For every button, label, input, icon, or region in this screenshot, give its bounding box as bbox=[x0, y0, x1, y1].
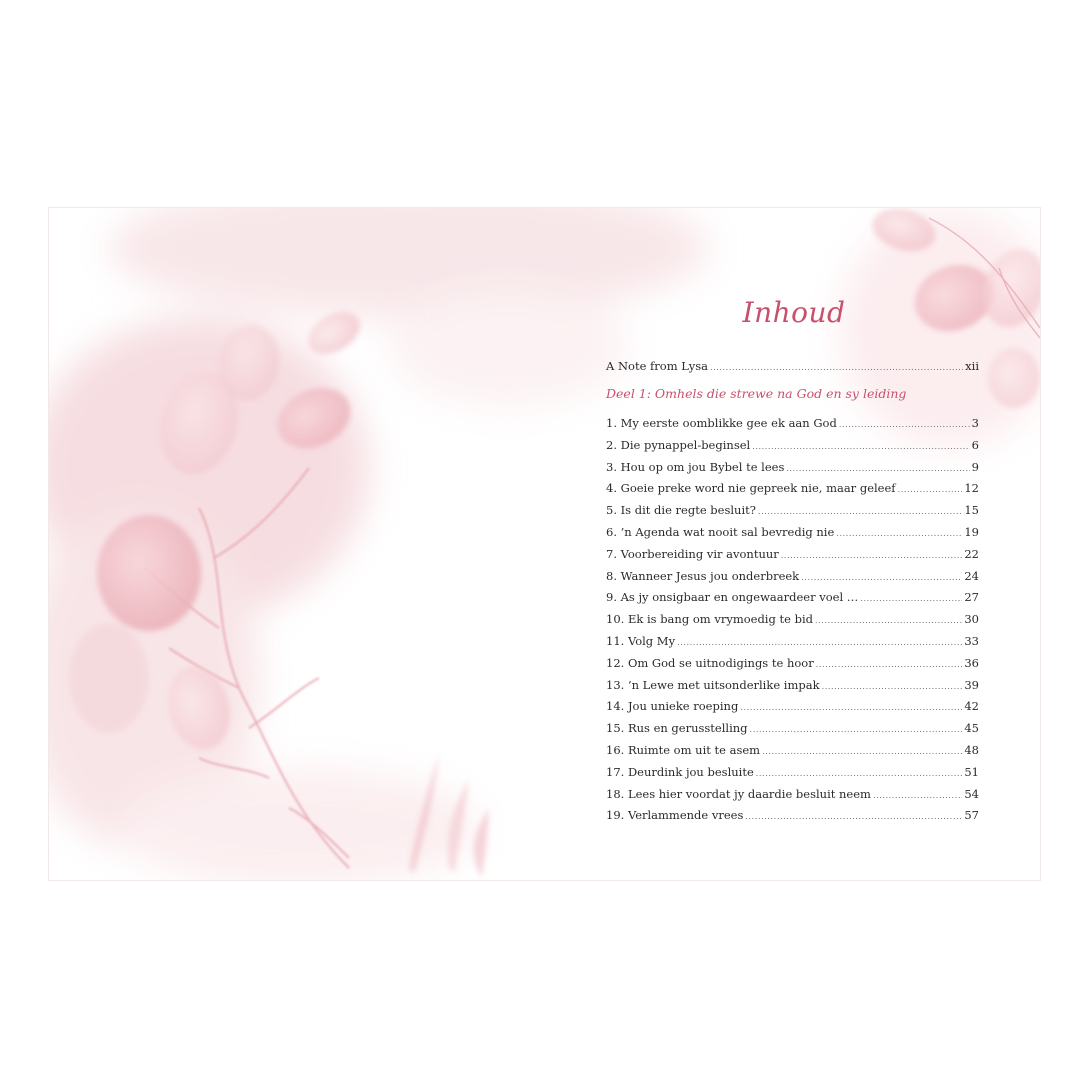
entry-label: 10. Ek is bang om vrymoedig te bid bbox=[606, 612, 813, 627]
entry-page: 12 bbox=[964, 481, 979, 496]
entry-page: 33 bbox=[964, 634, 979, 648]
book-spread bbox=[49, 208, 1040, 880]
entry-label: 16. Ruimte om uit te asem bbox=[606, 743, 761, 757]
dot-leader bbox=[801, 569, 962, 587]
entry-label: 2. Die pynappel-beginsel bbox=[606, 437, 751, 452]
entry-page: 3 bbox=[971, 416, 979, 430]
toc-entry bbox=[606, 806, 979, 824]
entry-label: 6. ’n Agenda wat nooit sal bevredig nie bbox=[606, 525, 835, 539]
entry-label: 4. Goeie preke word nie gepreek nie, maar geleef bbox=[606, 481, 896, 496]
toc-entry bbox=[606, 676, 979, 694]
dot-leader bbox=[758, 503, 962, 521]
toc-entry bbox=[606, 654, 979, 672]
dot-leader bbox=[816, 656, 963, 674]
entry-label: 15. Rus en gerusstelling bbox=[606, 721, 748, 736]
toc-entry bbox=[606, 632, 979, 650]
entry-page: 19 bbox=[964, 525, 979, 539]
dot-leader bbox=[786, 460, 969, 478]
entry-page: 27 bbox=[964, 590, 979, 605]
toc-entry bbox=[606, 785, 979, 803]
entry-label: 19. Verlammende vrees bbox=[606, 808, 744, 823]
dot-leader bbox=[752, 438, 969, 456]
entry-label: A Note from Lysa bbox=[606, 359, 708, 373]
entry-label: 12. Om God se uitnodigings te hoor bbox=[606, 655, 814, 670]
dot-leader bbox=[898, 481, 963, 499]
toc-entry bbox=[606, 697, 979, 715]
page-title: Inhoud bbox=[742, 296, 846, 329]
dot-leader bbox=[839, 416, 970, 434]
toc-entry bbox=[606, 501, 979, 519]
dot-leader bbox=[822, 678, 963, 696]
entry-page: 15 bbox=[964, 503, 979, 518]
entry-label: 17. Deurdink jou besluite bbox=[606, 764, 754, 779]
dot-leader bbox=[781, 547, 963, 565]
entry-label: 1. My eerste oomblikke gee ek aan God bbox=[606, 416, 837, 430]
entry-label: 7. Voorbereiding vir avontuur bbox=[606, 546, 779, 561]
entry-label: 11. Volg My bbox=[606, 634, 676, 648]
entry-page: 6 bbox=[971, 437, 979, 452]
table-of-contents bbox=[606, 208, 982, 880]
entry-label: 13. ’n Lewe met uitsonderlike impak bbox=[606, 677, 820, 692]
entry-page: 24 bbox=[964, 568, 979, 583]
entry-label: 8. Wanneer Jesus jou onderbreek bbox=[606, 568, 800, 583]
dot-leader bbox=[873, 787, 962, 805]
dot-leader bbox=[762, 743, 962, 761]
entry-label: 3. Hou op om jou Bybel te lees bbox=[606, 459, 785, 474]
section-heading: Deel 1: Omhels die strewe na God en sy leiding bbox=[606, 386, 907, 401]
entry-label: 18. Lees hier voordat jy daardie besluit neem bbox=[606, 786, 871, 801]
toc-entry bbox=[606, 436, 979, 454]
entry-page: 51 bbox=[964, 764, 979, 779]
entry-page: 9 bbox=[971, 459, 979, 474]
toc-entry bbox=[606, 741, 979, 759]
dot-leader bbox=[750, 721, 963, 739]
entry-label: 14. Jou unieke roeping bbox=[606, 699, 739, 714]
entry-page: xii bbox=[965, 359, 979, 373]
dot-leader bbox=[745, 808, 962, 826]
dot-leader bbox=[836, 525, 962, 543]
toc-entry bbox=[606, 719, 979, 737]
entry-page: 54 bbox=[964, 786, 979, 801]
dot-leader bbox=[815, 612, 962, 630]
entry-label: 9. As jy onsigbaar en ongewaardeer voel … bbox=[606, 590, 859, 605]
dot-leader bbox=[740, 699, 962, 717]
toc-entry bbox=[606, 567, 979, 585]
dot-leader bbox=[860, 590, 962, 608]
toc-entry bbox=[606, 610, 979, 628]
entry-page: 39 bbox=[964, 677, 979, 692]
dot-leader bbox=[677, 634, 962, 652]
entry-page: 42 bbox=[964, 699, 979, 714]
toc-entry bbox=[606, 458, 979, 476]
toc-entry bbox=[606, 588, 979, 606]
toc-entry bbox=[606, 523, 979, 541]
entry-page: 57 bbox=[964, 808, 979, 823]
toc-entry bbox=[606, 414, 979, 432]
entry-page: 22 bbox=[964, 546, 979, 561]
dot-leader bbox=[756, 765, 963, 783]
toc-entry bbox=[606, 545, 979, 563]
entry-page: 30 bbox=[964, 612, 979, 627]
entry-page: 48 bbox=[964, 743, 979, 757]
entry-page: 36 bbox=[964, 655, 979, 670]
toc-entry bbox=[606, 763, 979, 781]
entry-page: 45 bbox=[964, 721, 979, 736]
entry-label: 5. Is dit die regte besluit? bbox=[606, 503, 756, 518]
toc-entry bbox=[606, 479, 979, 497]
toc-intro-entry bbox=[606, 357, 979, 375]
dot-leader bbox=[710, 359, 963, 377]
